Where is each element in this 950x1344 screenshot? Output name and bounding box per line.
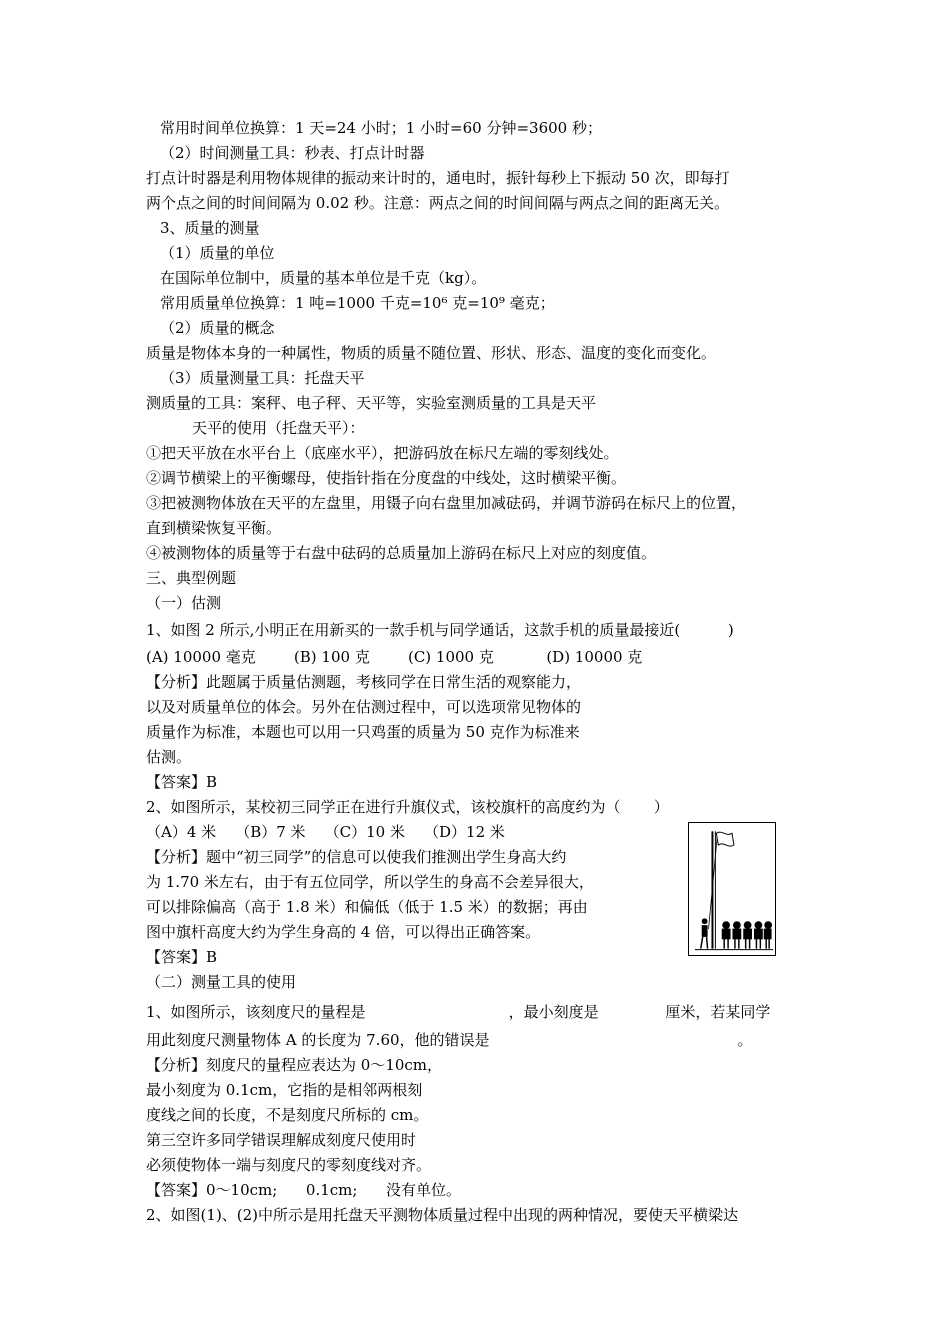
step-1: ①把天平放在水平台上（底座水平），把游码放在标尺左端的零刻线处。 (146, 444, 619, 462)
text-line: 直到横梁恢复平衡。 (146, 519, 282, 537)
subheading: （一）估测 (146, 594, 222, 612)
analysis: 图中旗杆高度大约为学生身高的 4 倍，可以得出正确答案。 (146, 923, 541, 941)
text-line: 测质量的工具：案秤、电子秤、天平等，实验室测质量的工具是天平 (146, 394, 597, 412)
flagpole-drawing (689, 823, 775, 955)
heading: 3、质量的测量 (160, 219, 260, 237)
answer: 【答案】B (146, 773, 218, 791)
subheading: （1）质量的单位 (160, 244, 275, 262)
analysis: 以及对质量单位的体会。另外在估测过程中，可以选项常见物体的 (146, 698, 582, 716)
text-line: 天平的使用（托盘天平）： (192, 419, 365, 437)
answer: 【答案】B (146, 948, 218, 966)
step-3: ③把被测物体放在天平的左盘里，用镊子向右盘里加减砝码，并调节游码在标尺上的位置， (146, 494, 747, 512)
text-line: 常用时间单位换算：1 天=24 小时；1 小时=60 分钟=3600 秒； (160, 119, 602, 137)
analysis: 估测。 (146, 748, 192, 766)
question-1-options: (A) 10000 毫克 (B) 100 克 (C) 1000 克 (D) 10000 克 (146, 648, 643, 666)
question-2: 2、如图所示，某校初三同学正在进行升旗仪式，该校旗杆的高度约为（ ） (146, 798, 669, 816)
analysis: 【分析】此题属于质量估测题，考核同学在日常生活的观察能力， (146, 673, 582, 691)
analysis: 可以排除偏高（高于 1.8 米）和偏低（低于 1.5 米）的数据；再由 (146, 898, 588, 916)
question-1: 1、如图 2 所示,小明正在用新买的一款手机与同学通话，这款手机的质量最接近( ) (146, 621, 734, 639)
step-4: ④被测物体的质量等于右盘中砝码的总质量加上游码在标尺上对应的刻度值。 (146, 544, 657, 562)
analysis: 第三空许多同学错误理解成刻度尺使用时 (146, 1131, 417, 1149)
text-line: 在国际单位制中，质量的基本单位是千克（kg）。 (160, 269, 487, 287)
text-line: 常用质量单位换算：1 吨=1000 千克=10⁶ 克=10⁹ 毫克； (160, 294, 555, 312)
question-2-options: （A）4 米 （B）7 米 （C）10 米 （D）12 米 (146, 823, 505, 841)
answer: 【答案】0～10cm; 0.1cm; 没有单位。 (146, 1181, 462, 1199)
analysis: 【分析】题中“初三同学”的信息可以使我们推测出学生身高大约 (146, 848, 567, 866)
question-3: 用此刻度尺测量物体 A 的长度为 7.60，他的错误是 。 (146, 1031, 753, 1049)
question-4: 2、如图(1)、(2)中所示是用托盘天平测物体质量过程中出现的两种情况，要使天平横梁达 (146, 1206, 739, 1224)
section-heading: 三、典型例题 (146, 569, 237, 587)
subheading: （2）质量的概念 (160, 319, 275, 337)
analysis: 必须使物体一端与刻度尺的零刻度线对齐。 (146, 1156, 432, 1174)
text-line: 打点计时器是利用物体规律的振动来计时的，通电时，振针每秒上下振动 50 次，即每打 (146, 169, 730, 187)
analysis: 为 1.70 米左右，由于有五位同学，所以学生的身高不会差异很大， (146, 873, 594, 891)
text-line: 两个点之间的时间间隔为 0.02 秒。注意：两点之间的时间间隔与两点之间的距离无关。 (146, 194, 729, 212)
subheading: （二）测量工具的使用 (146, 973, 297, 991)
subheading: （3）质量测量工具：托盘天平 (160, 369, 365, 387)
text-line: 质量是物体本身的一种属性，物质的质量不随位置、形状、形态、温度的变化而变化。 (146, 344, 717, 362)
flagpole-figure (688, 822, 776, 956)
analysis: 最小刻度为 0.1cm，它指的是相邻两根刻 (146, 1081, 423, 1099)
analysis: 质量作为标准，本题也可以用一只鸡蛋的质量为 50 克作为标准来 (146, 723, 580, 741)
analysis: 度线之间的长度，不是刻度尺所标的 cm。 (146, 1106, 429, 1124)
text-line: （2）时间测量工具：秒表、打点计时器 (160, 144, 425, 162)
question-3: 1、如图所示，该刻度尺的量程是 ，最小刻度是 厘米，若某同学 (146, 1003, 771, 1021)
step-2: ②调节横梁上的平衡螺母，使指针指在分度盘的中线处，这时横梁平衡。 (146, 469, 627, 487)
analysis: 【分析】刻度尺的量程应表达为 0～10cm， (146, 1056, 443, 1074)
